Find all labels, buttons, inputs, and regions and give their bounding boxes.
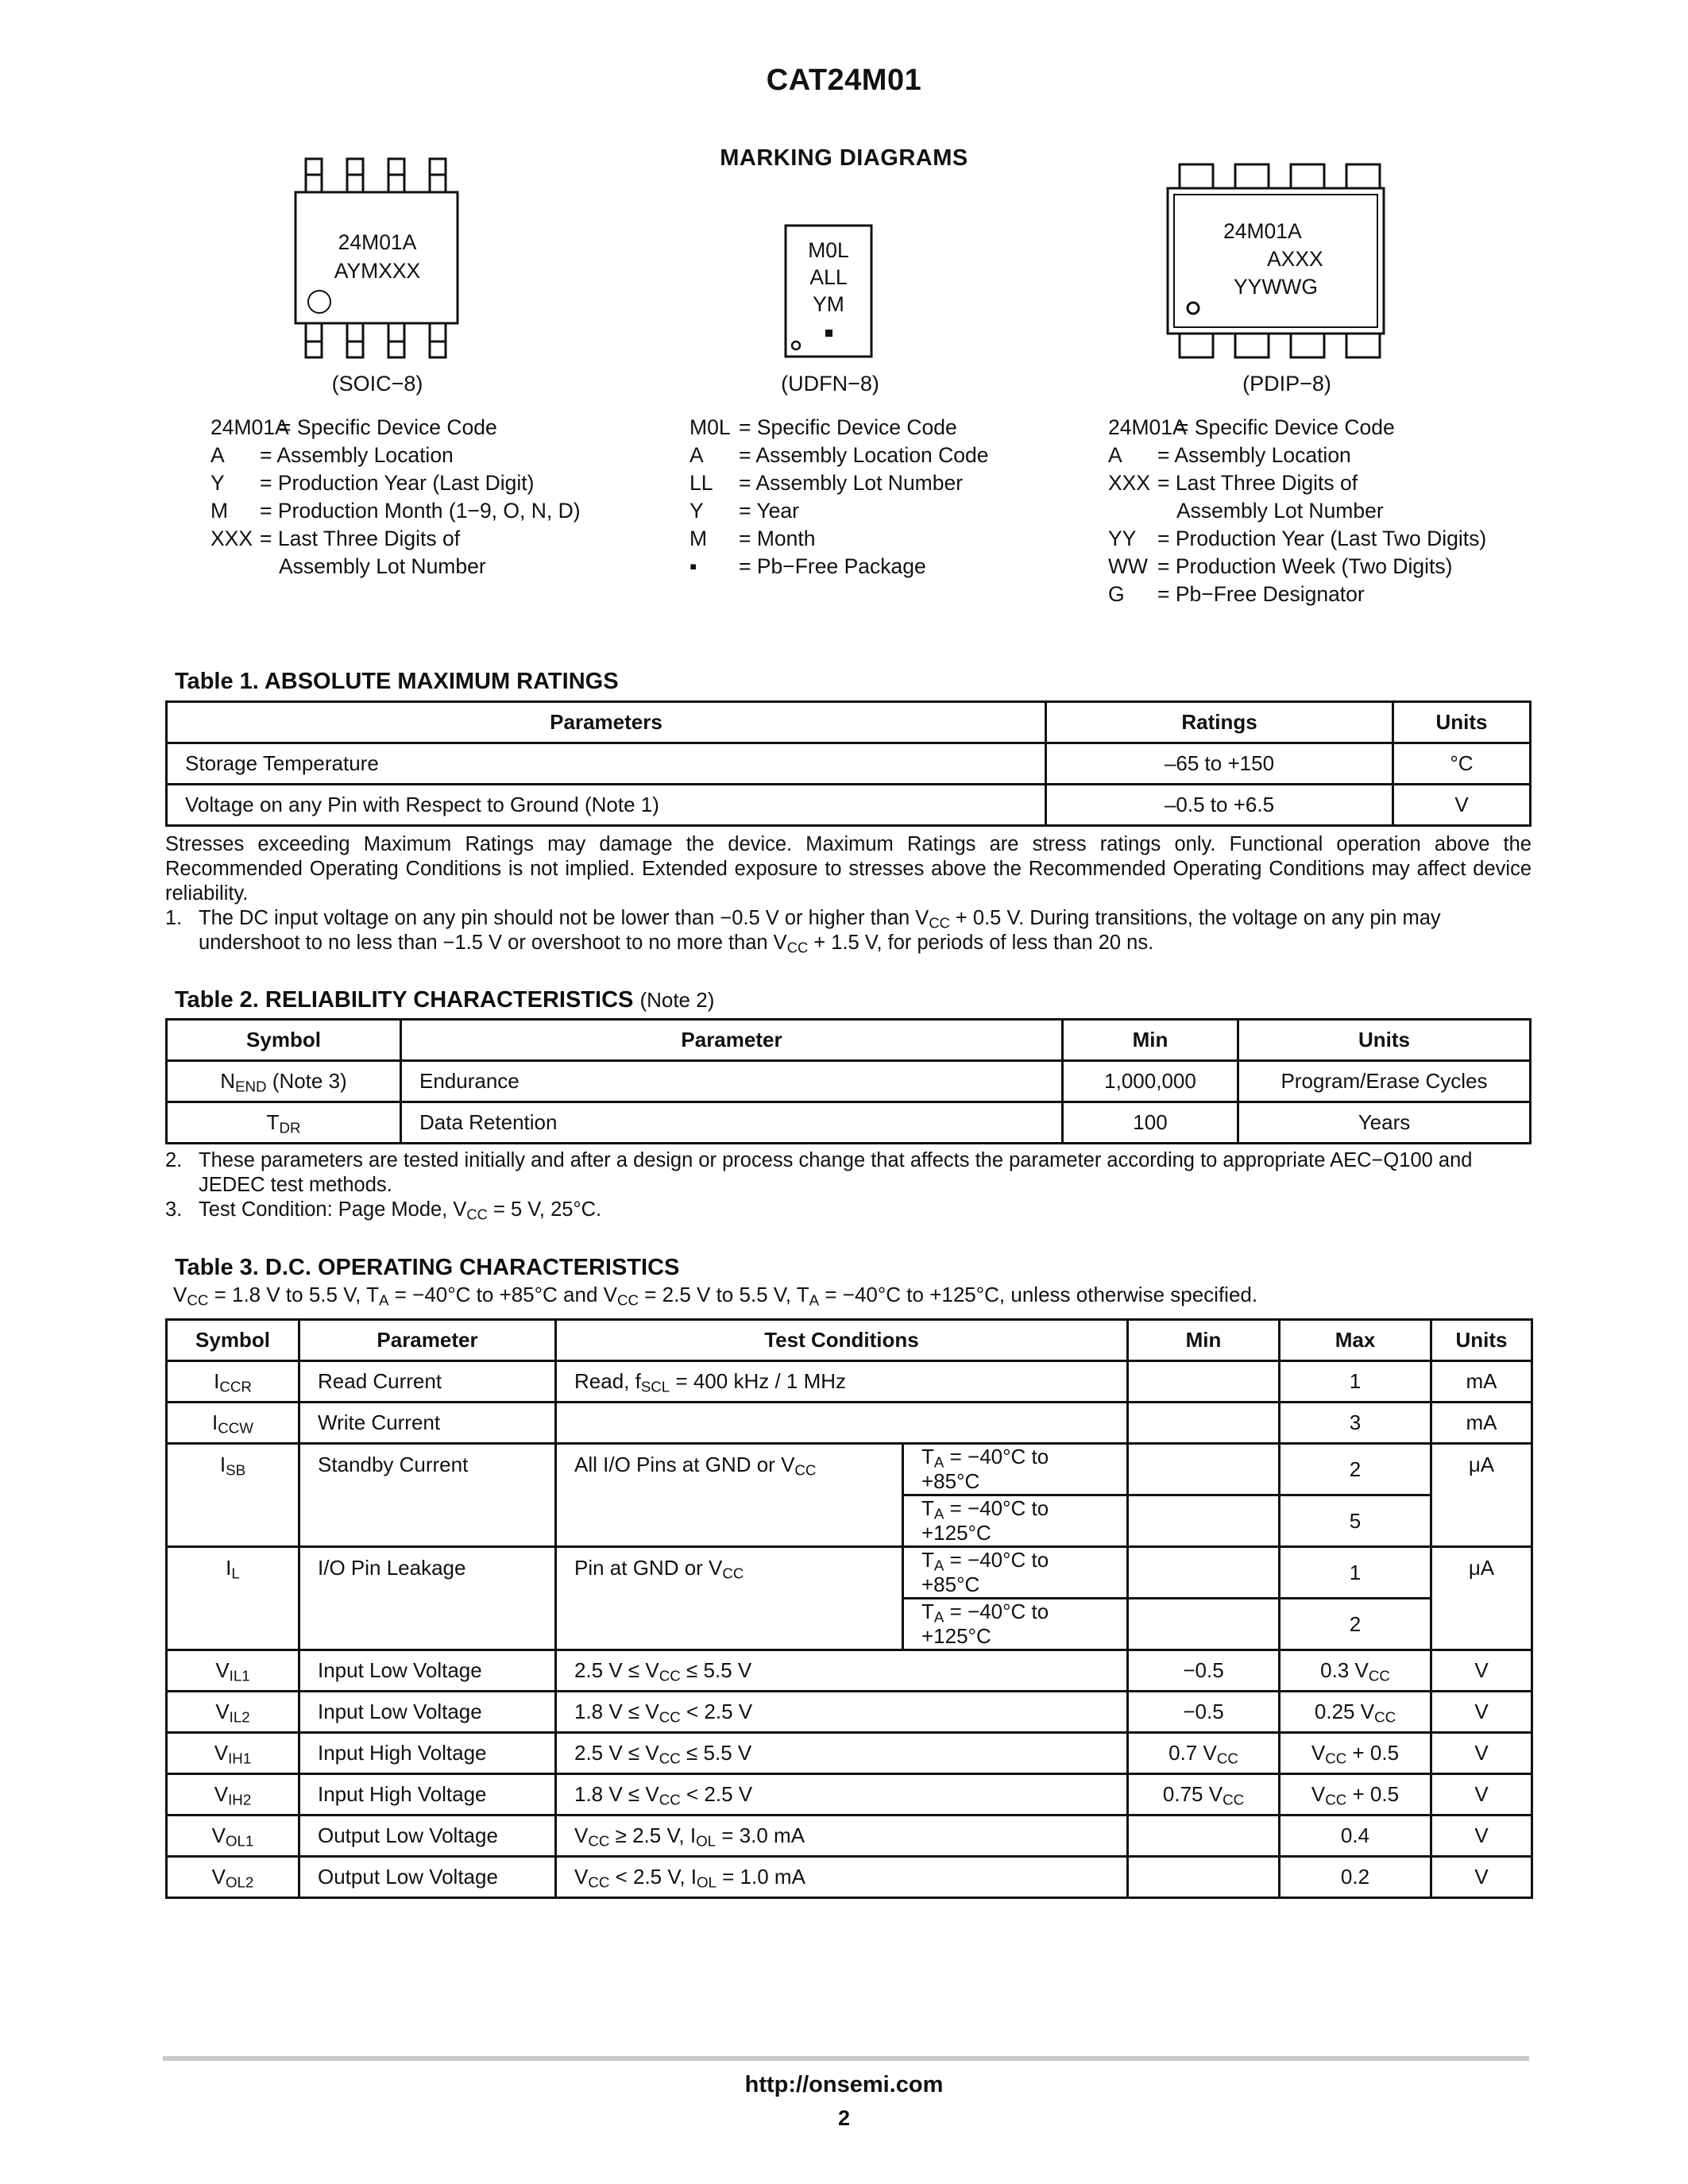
table2-caption: Table 2. RELIABILITY CHARACTERISTICS (Note 2) <box>175 987 715 1013</box>
table-cell: $V_{CC} \ge 2.5$ V, $I_{OL} = 3.0$ mA <box>556 1815 1128 1857</box>
legend-code: Y <box>689 499 704 523</box>
legend-code: Y <box>211 471 225 495</box>
note-number: 2. <box>165 1149 183 1171</box>
table-cell: 1,000,000 <box>1063 1061 1238 1102</box>
note-3 <box>165 1198 1532 1222</box>
legend-code: ▪ <box>689 554 697 578</box>
stress-note: Stresses exceeding Maximum Ratings may damage the device. Maximum Ratings are stress ratings only. Functional operation above the Recommended Operating Conditions is not implied. Extended exposure to stresses above the Recommended Operating Conditions may affect device reliability. <box>165 833 1532 905</box>
reliability-characteristics-table <box>165 1018 1532 1144</box>
legend-row <box>689 553 989 581</box>
legend-row <box>689 469 989 497</box>
table-row <box>167 1733 1532 1774</box>
table-cell: −0.5 <box>1128 1692 1280 1733</box>
legend-desc: = Production Month (1−9, O, N, D) <box>260 499 581 523</box>
table-cell: 5 <box>1280 1495 1431 1547</box>
table2-notes <box>165 1148 1532 1222</box>
legend-desc: = Assembly Location <box>1157 443 1351 467</box>
table-cell: All I/O Pins at GND or $V_{CC}$ <box>556 1444 903 1547</box>
table-cell: 1 <box>1280 1547 1431 1599</box>
table-row <box>167 1650 1532 1692</box>
table-cell: Write Current <box>299 1403 556 1444</box>
table-cell: V <box>1431 1774 1532 1815</box>
table-row <box>167 1061 1531 1102</box>
column-header: Symbol <box>167 1020 401 1061</box>
table-cell: $V_{CC} + 0.5$ <box>1280 1733 1431 1774</box>
legend-desc: = Specific Device Code <box>1176 415 1395 439</box>
table-cell: 3 <box>1280 1403 1431 1444</box>
legend-desc: = Assembly Lot Number <box>739 471 964 495</box>
table-cell: V <box>1431 1815 1532 1857</box>
symbol-cell: $I_{CCR}$ <box>167 1361 299 1403</box>
footer-divider <box>163 2056 1529 2061</box>
symbol-cell: $V_{IL2}$ <box>167 1692 299 1733</box>
column-header: Ratings <box>1046 702 1393 743</box>
symbol-cell: $V_{OL2}$ <box>167 1857 299 1898</box>
table-cell: $T_A = -40^\circ C$ to +125°C <box>903 1495 1128 1547</box>
table-row <box>167 1857 1532 1898</box>
table-cell <box>1128 1857 1280 1898</box>
legend-row <box>689 497 989 525</box>
legend-code <box>1108 497 1176 525</box>
table-cell: μA <box>1431 1547 1532 1650</box>
symbol-cell: $N_{END}$ (Note 3) <box>167 1061 401 1102</box>
legend-row <box>211 469 581 497</box>
table-cell: Voltage on any Pin with Respect to Ground (Note 1) <box>167 785 1046 826</box>
legend-row <box>211 497 581 525</box>
soic-marking-line2: AYMXXX <box>334 259 421 283</box>
pdip-package-label: (PDIP−8) <box>1242 372 1331 396</box>
marking-diagrams-title: MARKING DIAGRAMS <box>720 145 968 171</box>
note-body: The DC input voltage on any pin should not be lower than −0.5 V or higher than $V_{CC} + 0.5$ V. During transitions, the voltage on any pin may undershoot to no less than −1.5 V or overshoot to no more than $V_{CC} + 1.5$ V, for periods of less than 20 ns. <box>199 907 1441 956</box>
table-cell: 0.75 $V_{CC}$ <box>1128 1774 1280 1815</box>
table-cell: Input Low Voltage <box>299 1650 556 1692</box>
legend-row <box>1108 525 1486 553</box>
legend-row <box>1108 553 1486 581</box>
table-cell: Data Retention <box>401 1102 1063 1144</box>
table-row <box>167 1815 1532 1857</box>
footer-url-link[interactable]: http://onsemi.com <box>744 2072 944 2097</box>
table-cell: 2 <box>1280 1599 1431 1650</box>
table-row <box>167 1361 1532 1403</box>
dc-operating-characteristics-table <box>165 1318 1533 1899</box>
legend-code: A <box>211 443 225 467</box>
legend-row <box>1108 497 1486 525</box>
legend-desc: = Production Year (Last Two Digits) <box>1157 527 1487 550</box>
column-header: Symbol <box>167 1320 299 1361</box>
column-header: Parameter <box>299 1320 556 1361</box>
legend-code: M <box>689 527 708 550</box>
symbol-cell: $V_{OL1}$ <box>167 1815 299 1857</box>
table-cell: V <box>1431 1650 1532 1692</box>
udfn-marking-line2: ALL <box>809 265 848 289</box>
table-cell: mA <box>1431 1403 1532 1444</box>
page-number: 2 <box>837 2106 851 2130</box>
table-row <box>167 1692 1532 1733</box>
table-cell: Output Low Voltage <box>299 1815 556 1857</box>
table-cell: V <box>1393 785 1531 826</box>
table-row <box>167 785 1531 826</box>
legend-code: LL <box>689 471 713 495</box>
table-cell: V <box>1431 1733 1532 1774</box>
table-cell: °C <box>1393 743 1531 785</box>
table-cell <box>1128 1599 1280 1650</box>
column-header: Parameters <box>167 702 1046 743</box>
legend-desc: = Production Week (Two Digits) <box>1157 554 1453 578</box>
table-cell <box>556 1403 1128 1444</box>
note-body: Test Condition: Page Mode, $V_{CC} = 5$ V, 25°C. <box>199 1198 602 1223</box>
table-row <box>167 743 1531 785</box>
legend-code <box>211 553 279 581</box>
legend-code: A <box>1108 443 1122 467</box>
legend-desc: = Production Year (Last Digit) <box>260 471 535 495</box>
column-header: Min <box>1063 1020 1238 1061</box>
legend-code: A <box>689 443 704 467</box>
pdip-marking-line1: 24M01A <box>1223 219 1302 243</box>
pdip-marking-line3: YYWWG <box>1234 275 1318 299</box>
udfn-marking-line3: YM <box>813 292 844 316</box>
table-cell: 100 <box>1063 1102 1238 1144</box>
absolute-maximum-ratings-table <box>165 700 1532 827</box>
table-cell: Read Current <box>299 1361 556 1403</box>
legend-code: 24M01A <box>211 415 289 439</box>
table-cell: I/O Pin Leakage <box>299 1547 556 1650</box>
legend-code: YY <box>1108 527 1137 550</box>
legend-row <box>1108 581 1486 608</box>
pdip-marking-line2: AXXX <box>1267 247 1323 271</box>
table-cell: Output Low Voltage <box>299 1857 556 1898</box>
column-header: Max <box>1280 1320 1431 1361</box>
legend-desc: = Last Three Digits of <box>1157 471 1358 495</box>
table-cell: $T_A = -40^\circ C$ to +85°C <box>903 1444 1128 1495</box>
table-cell: 1.8 $V \le V_{CC} < 2.5$ V <box>556 1692 1128 1733</box>
table-cell: Endurance <box>401 1061 1063 1102</box>
table-cell: Program/Erase Cycles <box>1238 1061 1531 1102</box>
legend-row <box>689 442 989 469</box>
table-row <box>167 1403 1532 1444</box>
column-header: Units <box>1393 702 1531 743</box>
table-header-row <box>167 1320 1532 1361</box>
legend-desc: = Year <box>739 499 799 523</box>
symbol-cell: $I_{CCW}$ <box>167 1403 299 1444</box>
legend-code: WW <box>1108 554 1149 578</box>
table-cell: V <box>1431 1857 1532 1898</box>
table-cell <box>1128 1547 1280 1599</box>
legend-code: M <box>211 499 229 523</box>
symbol-cell: $V_{IL1}$ <box>167 1650 299 1692</box>
note-number: 3. <box>165 1198 183 1221</box>
table-cell: Input High Voltage <box>299 1733 556 1774</box>
table3-conditions: $V_{CC} = 1.8$ V to 5.5 V, $T_A = -40^\circ C$ to +85°C and $V_{CC} = 2.5$ V to 5.5 V, $T_A = -40^\circ C$ to +125°C, unless otherwise specified. <box>173 1283 1258 1309</box>
table-cell: Input High Voltage <box>299 1774 556 1815</box>
table-cell: Input Low Voltage <box>299 1692 556 1733</box>
table-cell: V <box>1431 1692 1532 1733</box>
legend-desc: = Assembly Location Code <box>739 443 989 467</box>
table-row <box>167 1547 1532 1599</box>
legend-desc: = Specific Device Code <box>739 415 957 439</box>
legend-desc: = Specific Device Code <box>279 415 497 439</box>
table-cell: Read, $f_{SCL} = 400$ kHz / 1 MHz <box>556 1361 1128 1403</box>
table-cell: μA <box>1431 1444 1532 1547</box>
symbol-cell: $T_{DR}$ <box>167 1102 401 1144</box>
legend-code: G <box>1108 582 1125 606</box>
legend-row <box>689 525 989 553</box>
legend-row <box>211 414 581 442</box>
table-header-row <box>167 702 1531 743</box>
table-cell: 0.3 $V_{CC}$ <box>1280 1650 1431 1692</box>
table1-notes <box>165 832 1532 955</box>
legend-code: XXX <box>211 527 253 550</box>
legend-row <box>689 414 989 442</box>
legend-desc: Assembly Lot Number <box>279 554 486 578</box>
table-cell: 2.5 $V \le V_{CC} \le 5.5$ V <box>556 1733 1128 1774</box>
column-header: Min <box>1128 1320 1280 1361</box>
table-cell <box>1128 1361 1280 1403</box>
table-cell: 2.5 $V \le V_{CC} \le 5.5$ V <box>556 1650 1128 1692</box>
note-2 <box>165 1148 1532 1198</box>
legend-row <box>211 525 581 553</box>
table-cell: Pin at GND or $V_{CC}$ <box>556 1547 903 1650</box>
udfn-marking-line1: M0L <box>808 238 849 262</box>
table-cell: 0.2 <box>1280 1857 1431 1898</box>
legend-desc: Assembly Lot Number <box>1176 499 1384 523</box>
symbol-cell: $V_{IH1}$ <box>167 1733 299 1774</box>
table-cell: Storage Temperature <box>167 743 1046 785</box>
table-cell: Standby Current <box>299 1444 556 1547</box>
table-cell <box>1128 1495 1280 1547</box>
column-header: Units <box>1431 1320 1532 1361</box>
legend-row <box>211 442 581 469</box>
legend-row <box>1108 469 1486 497</box>
legend-desc: = Pb−Free Package <box>739 554 926 578</box>
legend-desc: = Pb−Free Designator <box>1157 582 1365 606</box>
pdip-legend <box>1108 414 1486 608</box>
symbol-cell: $V_{IH2}$ <box>167 1774 299 1815</box>
table-cell: 1.8 $V \le V_{CC} < 2.5$ V <box>556 1774 1128 1815</box>
table-cell: mA <box>1431 1361 1532 1403</box>
legend-code: M0L <box>689 415 731 439</box>
legend-desc: = Month <box>739 527 816 550</box>
table-cell: 0.7 $V_{CC}$ <box>1128 1733 1280 1774</box>
soic-legend <box>211 414 581 581</box>
udfn-package-label: (UDFN−8) <box>781 372 879 396</box>
soic-marking-line1: 24M01A <box>338 230 417 254</box>
legend-desc: = Last Three Digits of <box>260 527 461 550</box>
page-title: CAT24M01 <box>766 64 922 97</box>
table-row <box>167 1774 1532 1815</box>
table-cell: 1 <box>1280 1361 1431 1403</box>
table-cell: −0.5 <box>1128 1650 1280 1692</box>
legend-row <box>1108 414 1486 442</box>
column-header: Units <box>1238 1020 1531 1061</box>
table-cell: –65 to +150 <box>1046 743 1393 785</box>
table-cell: $V_{CC} < 2.5$ V, $I_{OL} = 1.0$ mA <box>556 1857 1128 1898</box>
table-cell: –0.5 to +6.5 <box>1046 785 1393 826</box>
symbol-cell: $I_{SB}$ <box>167 1444 299 1547</box>
table-header-row <box>167 1020 1531 1061</box>
table-cell: $V_{CC} + 0.5$ <box>1280 1774 1431 1815</box>
table-cell: 0.25 $V_{CC}$ <box>1280 1692 1431 1733</box>
table-row <box>167 1102 1531 1144</box>
table-cell <box>1128 1444 1280 1495</box>
table-cell: 2 <box>1280 1444 1431 1495</box>
table-cell: $T_A = -40^\circ C$ to +125°C <box>903 1599 1128 1650</box>
legend-row <box>211 553 581 581</box>
table-cell <box>1128 1815 1280 1857</box>
legend-desc: = Assembly Location <box>260 443 454 467</box>
legend-row <box>1108 442 1486 469</box>
legend-code: XXX <box>1108 471 1151 495</box>
table-row <box>167 1444 1532 1495</box>
column-header: Test Conditions <box>556 1320 1128 1361</box>
symbol-cell: $I_L$ <box>167 1547 299 1650</box>
table-cell <box>1128 1403 1280 1444</box>
table-cell: Years <box>1238 1102 1531 1144</box>
table-cell: 0.4 <box>1280 1815 1431 1857</box>
note-number: 1. <box>165 907 183 929</box>
udfn-legend <box>689 414 989 581</box>
table1-caption: Table 1. ABSOLUTE MAXIMUM RATINGS <box>175 669 619 694</box>
note-body: These parameters are tested initially and after a design or process change that affects the parameter according to appropriate AEC−Q100 and JEDEC test methods. <box>199 1149 1473 1196</box>
table-cell: $T_A = -40^\circ C$ to +85°C <box>903 1547 1128 1599</box>
column-header: Parameter <box>401 1020 1063 1061</box>
note-1 <box>165 906 1532 955</box>
soic-package-label: (SOIC−8) <box>331 372 423 396</box>
legend-code: 24M01A <box>1108 415 1187 439</box>
table3-caption: Table 3. D.C. OPERATING CHARACTERISTICS <box>175 1255 680 1280</box>
